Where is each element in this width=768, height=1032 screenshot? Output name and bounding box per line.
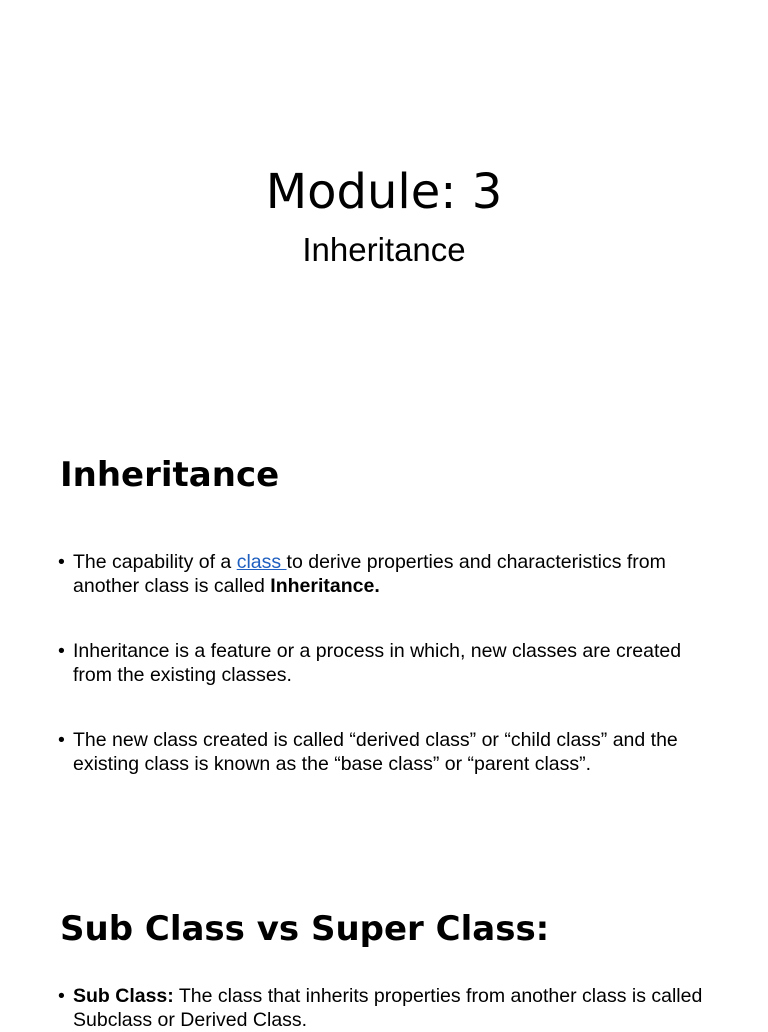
bullet-text: The class that inherits properties from another class is called Subclass or Derived Class. [73, 985, 703, 1031]
bullet-text: The capability of a [73, 551, 237, 573]
bullet-text: to derive properties and characteristics from another class is called [73, 551, 666, 597]
subclass-bullet-list [58, 984, 718, 1032]
slide-subtitle: Inheritance [302, 231, 466, 268]
bullet-text: The new class created is called “derived class” or “child class” and the existing class is known as the “base class” or “parent class”. [73, 729, 678, 775]
bullet-item [58, 984, 718, 1032]
bullet-text: Inheritance is a feature or a process in which, new classes are created from the existing classes. [73, 640, 682, 686]
bullet-item [58, 639, 718, 687]
section-heading-inheritance: Inheritance [60, 455, 280, 495]
bullet-bold-term: Inheritance. [270, 575, 380, 597]
slide-title: Module: 3 [265, 164, 503, 220]
section-heading-subclass-vs-superclass: Sub Class vs Super Class: [60, 909, 550, 949]
title-slide [0, 0, 768, 420]
bullet-item [58, 728, 718, 776]
inheritance-bullet-list [58, 550, 718, 776]
class-link[interactable]: class [236, 551, 287, 573]
bullet-item [58, 550, 718, 598]
bullet-bold-term: Sub Class: [73, 985, 174, 1007]
